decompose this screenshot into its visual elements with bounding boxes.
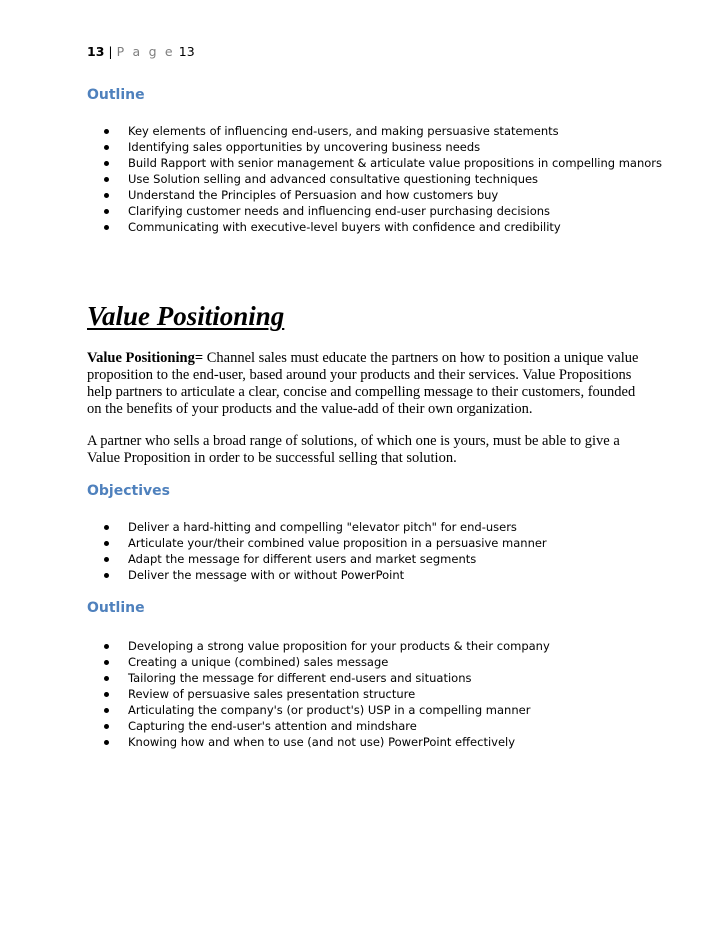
- value-positioning-title: Value Positioning: [87, 301, 285, 331]
- list-item: Articulate your/their combined value proposition in a persuasive manner: [100, 535, 547, 551]
- list-item: Deliver a hard-hitting and compelling "elevator pitch" for end-users: [100, 519, 547, 535]
- outline-list-2: [100, 638, 550, 750]
- paragraph-lead: Value Positioning=: [87, 350, 204, 366]
- bullet-icon: [104, 129, 109, 134]
- bullet-icon: [104, 145, 109, 150]
- list-item: Review of persuasive sales presentation structure: [100, 686, 550, 702]
- bullet-icon: [104, 541, 109, 546]
- outline-heading: Outline: [87, 87, 145, 103]
- bullet-icon: [104, 557, 109, 562]
- header-separator: |: [108, 44, 113, 59]
- bullet-icon: [104, 660, 109, 665]
- list-item: Use Solution selling and advanced consultative questioning techniques: [100, 171, 662, 187]
- list-item: Articulating the company's (or product's) USP in a compelling manner: [100, 702, 550, 718]
- list-item: Clarifying customer needs and influencing end-user purchasing decisions: [100, 203, 662, 219]
- bullet-icon: [104, 708, 109, 713]
- list-item: Key elements of influencing end-users, and making persuasive statements: [100, 123, 662, 139]
- value-positioning-paragraph: Value Positioning= Channel sales must educate the partners on how to position a unique value proposition to the end-user, based around your products and their services. Value Propositions help partners to articulate a clear, concise and compelling message to their customers, founded on the benefits of your products and the value-add of their own organization.: [87, 350, 639, 417]
- bullet-icon: [104, 177, 109, 182]
- bullet-icon: [104, 161, 109, 166]
- bullet-icon: [104, 209, 109, 214]
- list-item: Capturing the end-user's attention and mindshare: [100, 718, 550, 734]
- page-header: [87, 44, 195, 59]
- bullet-icon: [104, 225, 109, 230]
- outline-list: [100, 123, 662, 235]
- bullet-icon: [104, 644, 109, 649]
- list-item: Knowing how and when to use (and not use) PowerPoint effectively: [100, 734, 550, 750]
- outline-heading-2: Outline: [87, 600, 145, 616]
- objectives-list: [100, 519, 547, 583]
- bullet-icon: [104, 692, 109, 697]
- page-number-repeat: 13: [178, 44, 195, 59]
- bullet-icon: [104, 193, 109, 198]
- page-word: P a g e: [116, 44, 175, 59]
- bullet-icon: [104, 573, 109, 578]
- bullet-icon: [104, 676, 109, 681]
- list-item: Adapt the message for different users and market segments: [100, 551, 547, 567]
- list-item: Creating a unique (combined) sales message: [100, 654, 550, 670]
- list-item: Tailoring the message for different end-users and situations: [100, 670, 550, 686]
- list-item: Developing a strong value proposition for your products & their company: [100, 638, 550, 654]
- bullet-icon: [104, 525, 109, 530]
- list-item: Understand the Principles of Persuasion and how customers buy: [100, 187, 662, 203]
- objectives-heading: Objectives: [87, 483, 170, 499]
- bullet-icon: [104, 724, 109, 729]
- list-item: Build Rapport with senior management & articulate value propositions in compelling manors: [100, 155, 662, 171]
- list-item: Identifying sales opportunities by uncovering business needs: [100, 139, 662, 155]
- page-number: 13: [87, 44, 105, 59]
- list-item: Deliver the message with or without PowerPoint: [100, 567, 547, 583]
- bullet-icon: [104, 740, 109, 745]
- list-item: Communicating with executive-level buyers with confidence and credibility: [100, 219, 662, 235]
- partner-paragraph: A partner who sells a broad range of solutions, of which one is yours, must be able to give a Value Proposition in order to be successful selling that solution.: [87, 433, 620, 466]
